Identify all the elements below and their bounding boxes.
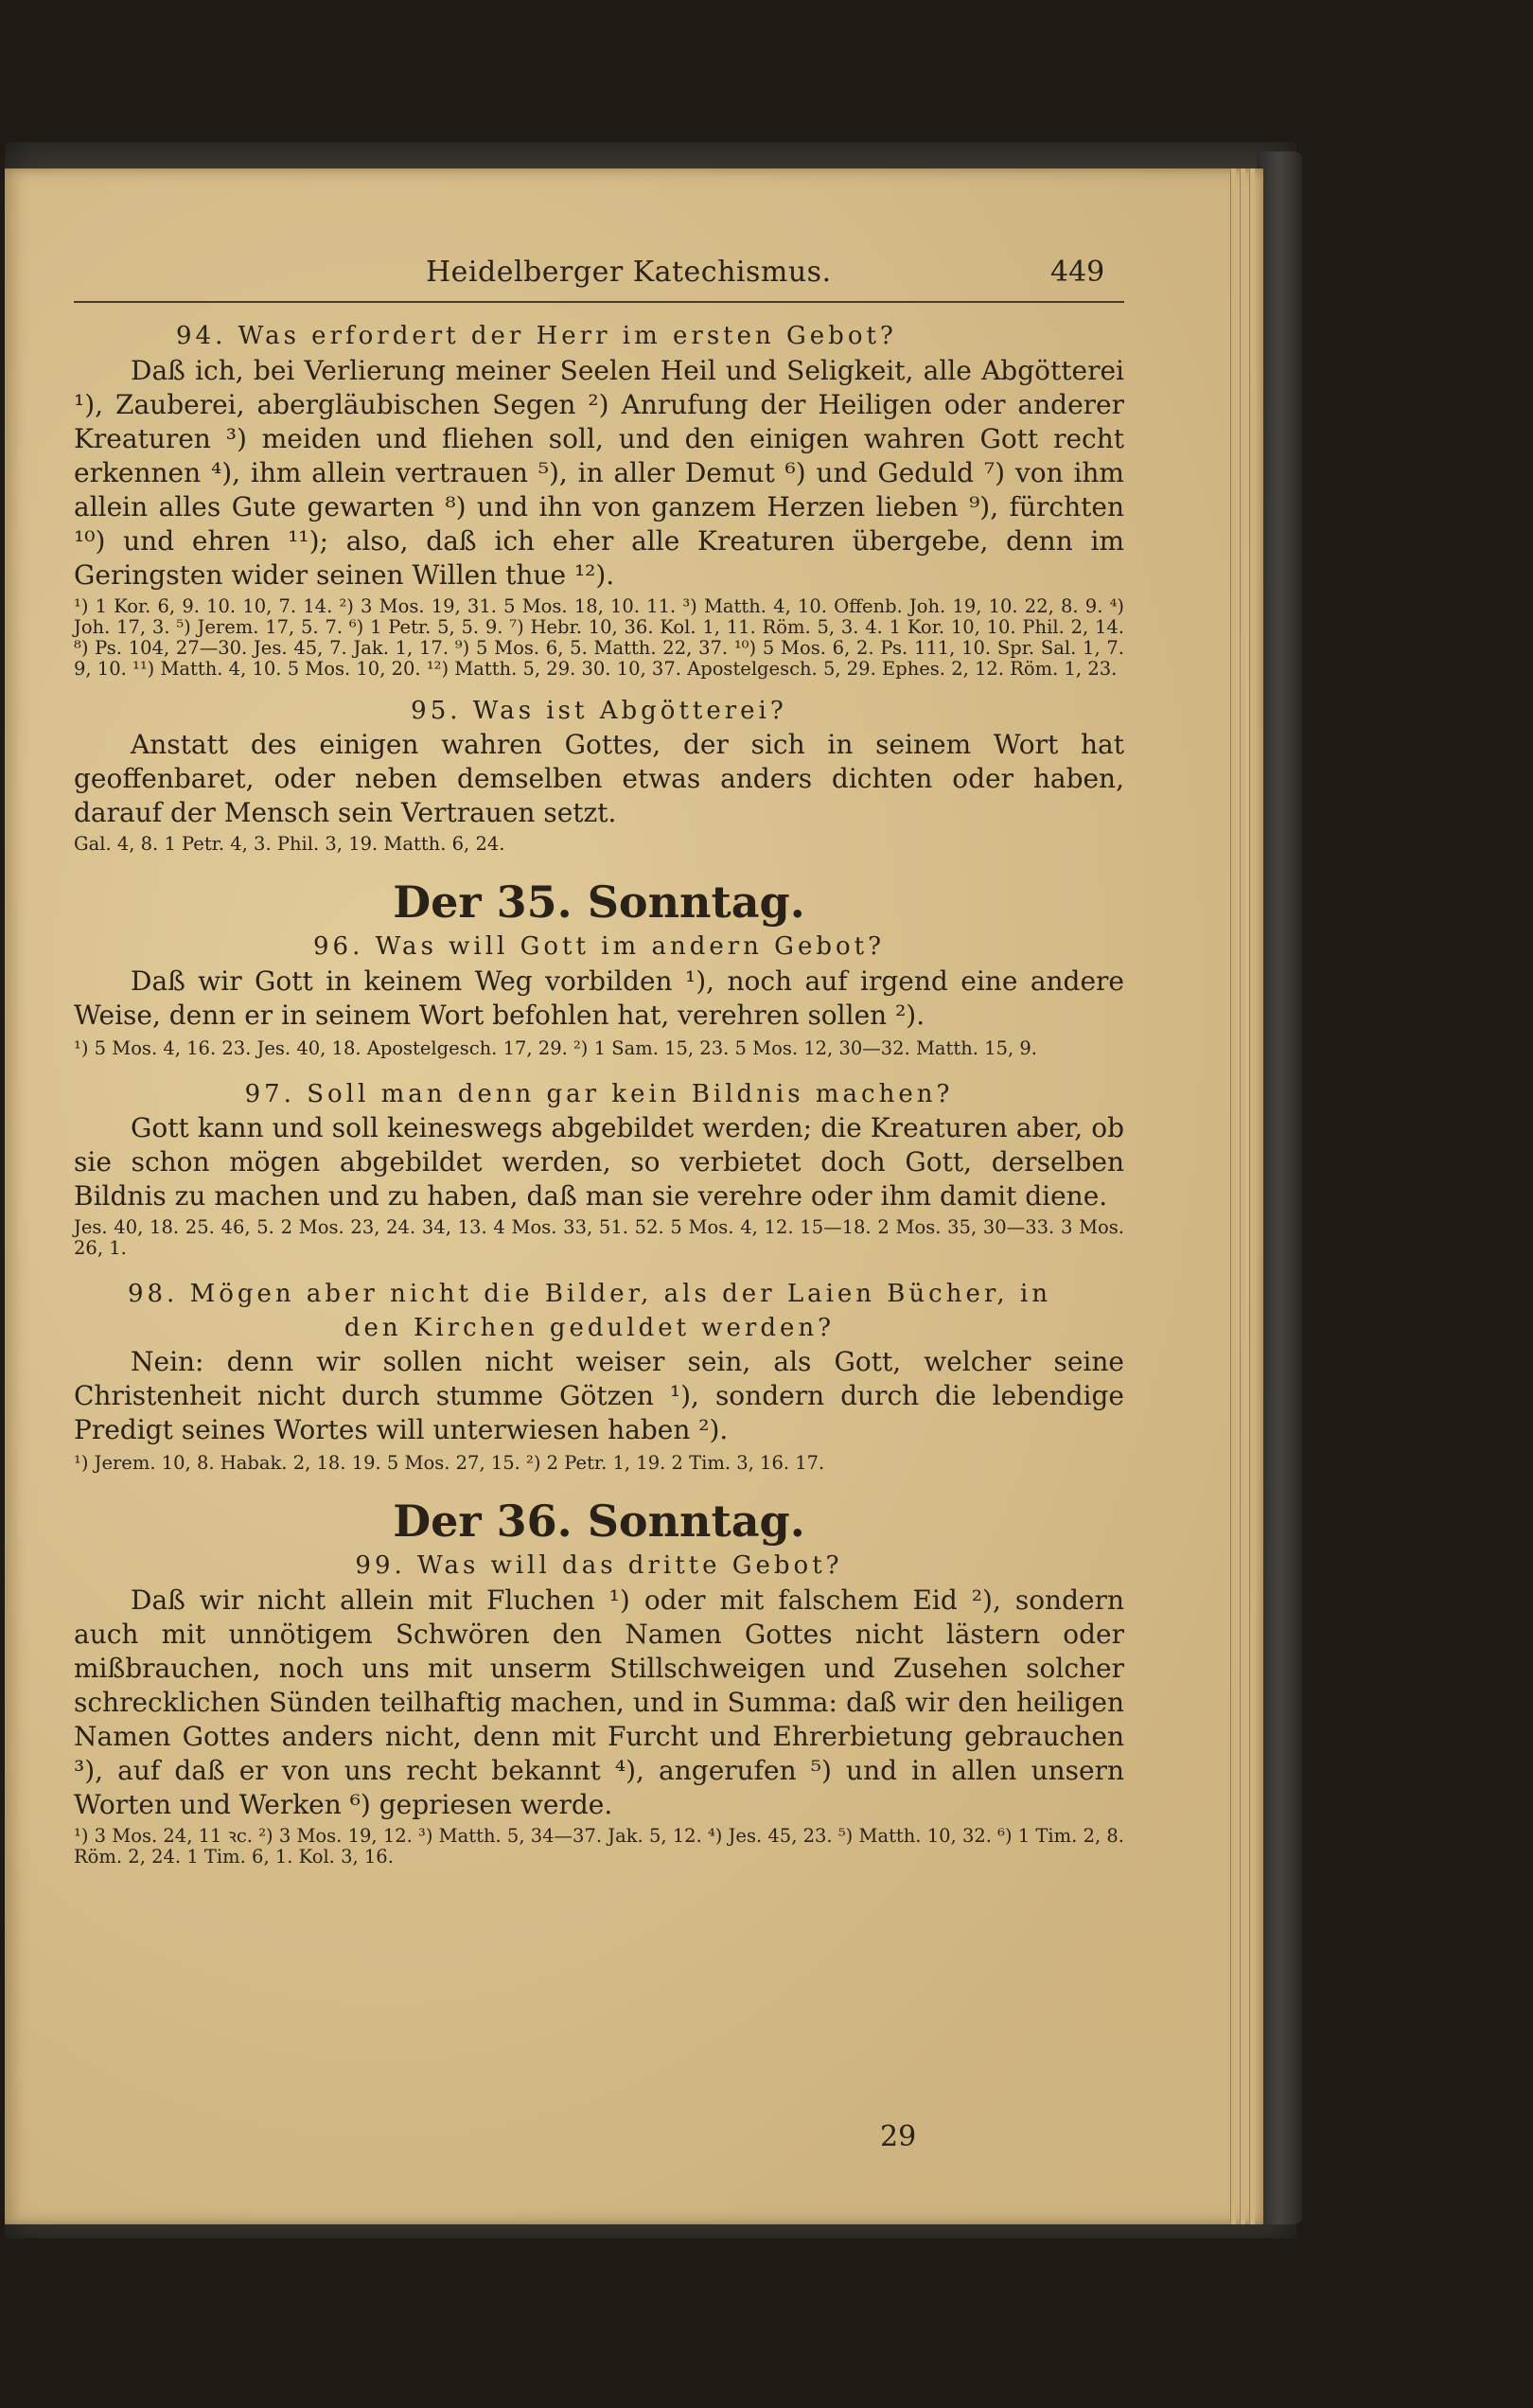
sunday-heading-36: Der 36. Sonntag.	[393, 1496, 805, 1547]
page-number: 449	[1050, 256, 1105, 289]
page-edge	[1240, 168, 1245, 2224]
answer-99: Daß wir nicht allein mit Fluchen ¹) oder mit falschem Eid ²), sondern auch mit unnötigem Schwören den Namen Gottes nicht lästern oder mißbrauchen, noch uns mit unserm Stillschweigen und Zusehen solcher schrecklichen Sünden teilhaftig machen, und in Summa: daß wir den heiligen Namen Gottes anders nicht, denn mit Furcht und Ehrerbietung gebrauchen ³), auf daß er von uns recht bekannt ⁴), angerufen ⁵) und in allen unsern Worten und Werken ⁶) gepriesen werde.	[74, 1584, 1124, 1820]
header-rule	[74, 301, 1124, 303]
question-95: 95. Was ist Abgötterei?	[411, 696, 787, 725]
footnote-97: Jes. 40, 18. 25. 46, 5. 2 Mos. 23, 24. 34, 13. 4 Mos. 33, 51. 52. 5 Mos. 4, 12. 15—18. 2 Mos. 35, 30—33. 3 Mos. 26, 1.	[74, 1216, 1124, 1259]
page-edge	[1249, 168, 1255, 2224]
footnote-95: Gal. 4, 8. 1 Petr. 4, 3. Phil. 3, 19. Matth. 6, 24.	[74, 833, 505, 855]
footnote-96: ¹) 5 Mos. 4, 16. 23. Jes. 40, 18. Apostelgesch. 17, 29. ²) 1 Sam. 15, 23. 5 Mos. 12, 30—32. Matth. 15, 9.	[74, 1036, 1037, 1059]
running-header: Heidelberger Katechismus.	[426, 256, 832, 289]
page-edge	[1230, 168, 1236, 2224]
sunday-heading-35: Der 35. Sonntag.	[393, 876, 805, 928]
footnote-94: ¹) 1 Kor. 6, 9. 10. 10, 7. 14. ²) 3 Mos. 19, 31. 5 Mos. 18, 10. 11. ³) Matth. 4, 10. Offenb. Joh. 19, 10. 22, 8. 9. ⁴) Joh. 17, 3. ⁵) Jerem. 17, 5. 7. ⁶) 1 Petr. 5, 5. 9. ⁷) Hebr. 10, 36. Kol. 1, 11. Röm. 5, 3. 4. 1 Kor. 10, 10. Phil. 2, 14. ⁸) Ps. 104, 27—30. Jes. 45, 7. Jak. 1, 17. ⁹) 5 Mos. 6, 5. Matth. 22, 37. ¹⁰) 5 Mos. 6, 2. Ps. 111, 10. Spr. Sal. 1, 7. 9, 10. ¹¹) Matth. 4, 10. 5 Mos. 10, 20. ¹²) Matth. 5, 29. 30. 10, 37. Apostelgesch. 5, 29. Ephes. 2, 12. Röm. 1, 23.	[74, 594, 1124, 680]
question-98: 98. Mögen aber nicht die Bilder, als der Laien Bücher, in den Kirchen geduldet werden?	[127, 1280, 1052, 1342]
footnote-98: ¹) Jerem. 10, 8. Habak. 2, 18. 19. 5 Mos. 27, 15. ²) 2 Petr. 1, 19. 2 Tim. 3, 16. 17.	[74, 1452, 825, 1474]
page-body	[74, 320, 1124, 1868]
answer-94: Daß ich, bei Verlierung meiner Seelen Heil und Seligkeit, alle Abgötterei ¹), Zauberei, abergläubischen Segen ²) Anrufung der Heiligen oder anderer Kreaturen ³) meiden und fliehen soll, und den einigen wahren Gott recht erkennen ⁴), ihm allein vertrauen ⁵), in aller Demut ⁶) und Geduld ⁷) von ihm allein alles Gute gewarten ⁸) und ihn von ganzem Herzen lieben ⁹), fürchten ¹⁰) und ehren ¹¹); also, daß ich eher alle Kreaturen übergebe, denn im Geringsten wider seinen Willen thue ¹²).	[74, 354, 1124, 591]
answer-95: Anstatt des einigen wahren Gottes, der sich in seinem Wort hat geoffenbaret, oder neben demselben etwas anders dichten oder haben, darauf der Mensch sein Vertrauen setzt.	[74, 729, 1124, 828]
footnote-99: ¹) 3 Mos. 24, 11 ꝛc. ²) 3 Mos. 19, 12. ³) Matth. 5, 34—37. Jak. 5, 12. ⁴) Jes. 45, 23. ⁵) Matth. 10, 32. ⁶) 1 Tim. 2, 8. Röm. 2, 24. 1 Tim. 6, 1. Kol. 3, 16.	[74, 1824, 1124, 1868]
answer-97: Gott kann und soll keineswegs abgebildet werden; die Kreaturen aber, ob sie schon mögen abgebildet werden, so verbietet doch Gott, derselben Bildnis zu machen und zu haben, daß man sie verehre oder ihm damit diene.	[74, 1112, 1124, 1212]
answer-96: Daß wir Gott in keinem Weg vorbilden ¹), noch auf irgend eine andere Weise, denn er in seinem Wort befohlen hat, verehren sollen ²).	[74, 965, 1124, 1031]
question-99: 99. Was will das dritte Gebot?	[355, 1551, 843, 1580]
question-96: 96. Was will Gott im andern Gebot?	[312, 932, 886, 961]
question-97: 97. Soll man denn gar kein Bildnis machen?	[244, 1079, 954, 1108]
answer-98: Nein: denn wir sollen nicht weiser sein, als Gott, welcher seine Christenheit nicht durch stumme Götzen ¹), sondern durch die lebendige Predigt seines Wortes will unterwiesen haben ²).	[74, 1346, 1124, 1445]
question-94: 94. Was erfordert der Herr im ersten Gebot?	[176, 322, 897, 350]
signature-mark: 29	[880, 2120, 917, 2153]
book-cover-edge	[1257, 151, 1302, 2224]
